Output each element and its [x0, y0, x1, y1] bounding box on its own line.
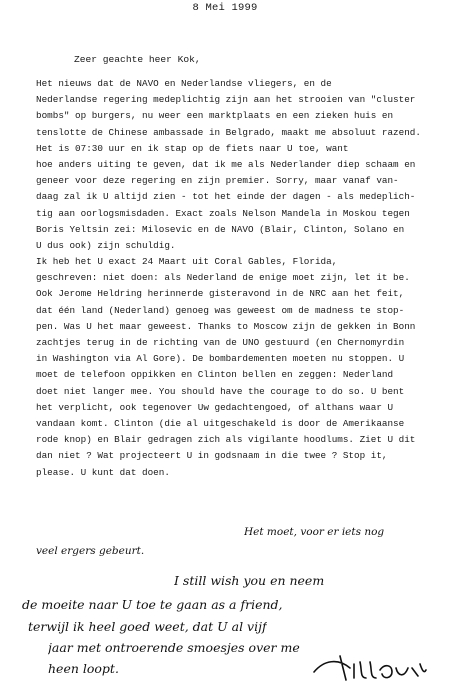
body-line: bombs" op burgers, nu weer een marktplaats en een zieken huis en [36, 110, 394, 122]
body-line: Ook Jerome Heldring herinnerde gisteravond in de NRC aan het feit, [36, 288, 405, 300]
body-line: het verplicht, ook tegenover Uw gedachtengoed, of althans waar U [36, 401, 394, 413]
body-line: Ik heb het U exact 24 Maart uit Coral Gables, Florida, [36, 256, 338, 268]
body-line: pen. Was U het maar geweest. Thanks to Moscow zijn de gekken in Bonn [36, 320, 416, 332]
body-line: Het is 07:30 uur en ik stap op de fiets naar U toe, want [36, 142, 349, 154]
body-line: Het nieuws dat de NAVO en Nederlandse vliegers, en de [36, 78, 332, 89]
body-line: Boris Yeltsin zei: Milosevic en de NAVO (Blair, Clinton, Solano en [36, 223, 405, 235]
body-line: tenslotte de Chinese ambassade in Belgrado, maakt me absoluut razend. [36, 126, 421, 138]
body-line: zachtjes terug in de richting van de UNO gestuurd (en Chernomyrdin [36, 337, 405, 348]
body-line: please. U kunt dat doen. [36, 466, 170, 478]
body-line: rode knop) en Blair gedragen zich als vigilante hoodlums. Ziet U dit [36, 434, 416, 446]
body-line: daag zal ik U altijd zien - tot het einde der dagen - als medeplich- [36, 191, 416, 203]
body-line: doet niet langer mee. You should have the courage to do so. U bent [36, 385, 405, 397]
body-line: in Washington via Al Gore). De bombardementen moeten nu stoppen. U [36, 353, 405, 365]
body-line: dan niet ? Wat projecteert U in godsnaam in die twee ? Stop it, [36, 450, 388, 462]
body-line: geschreven: niet doen: als Nederland de enige moet zijn, let it be. [36, 272, 410, 284]
handwritten-line: veel ergers gebeurt. [36, 545, 145, 557]
body-line: tig aan oorlogsmisdaden. Exact zoals Nelson Mandela in Moskou tegen [36, 207, 410, 219]
letter-body [36, 76, 434, 481]
body-line: moet de telefoon oppikken en Clinton bellen en zeggen: Nederland [36, 369, 394, 381]
handwritten-line: de moeite naar U toe te gaan as a friend, [22, 597, 283, 612]
letter-date: 8 Mei 1999 [192, 2, 258, 14]
body-line: hoe anders uiting te geven, dat ik me als Nederlander diep schaam en [36, 158, 416, 170]
handwritten-line: Het moet, voor er iets nog [244, 526, 385, 538]
handwritten-line: heen loopt. [48, 661, 119, 676]
body-line: dat één land (Nederland) genoeg was geweest om de madness te stop- [36, 304, 405, 316]
handwritten-line: I still wish you en neem [174, 573, 325, 588]
body-line: vandaan komt. Clinton (die al uitgeschakeld is door de Amerikaanse [36, 417, 405, 429]
signature [310, 650, 430, 686]
body-line: Nederlandse regering medeplichtig zijn aan het strooien van "cluster [36, 94, 416, 106]
handwritten-line: terwijl ik heel goed weet, dat U al vijf [28, 619, 267, 634]
handwritten-line: jaar met ontroerende smoesjes over me [48, 640, 300, 655]
body-line: U dus ook) zijn schuldig. [36, 239, 176, 251]
body-line: geneer voor deze regering en zijn premier. Sorry, maar vanaf van- [36, 175, 399, 187]
salutation: Zeer geachte heer Kok, [74, 54, 201, 65]
